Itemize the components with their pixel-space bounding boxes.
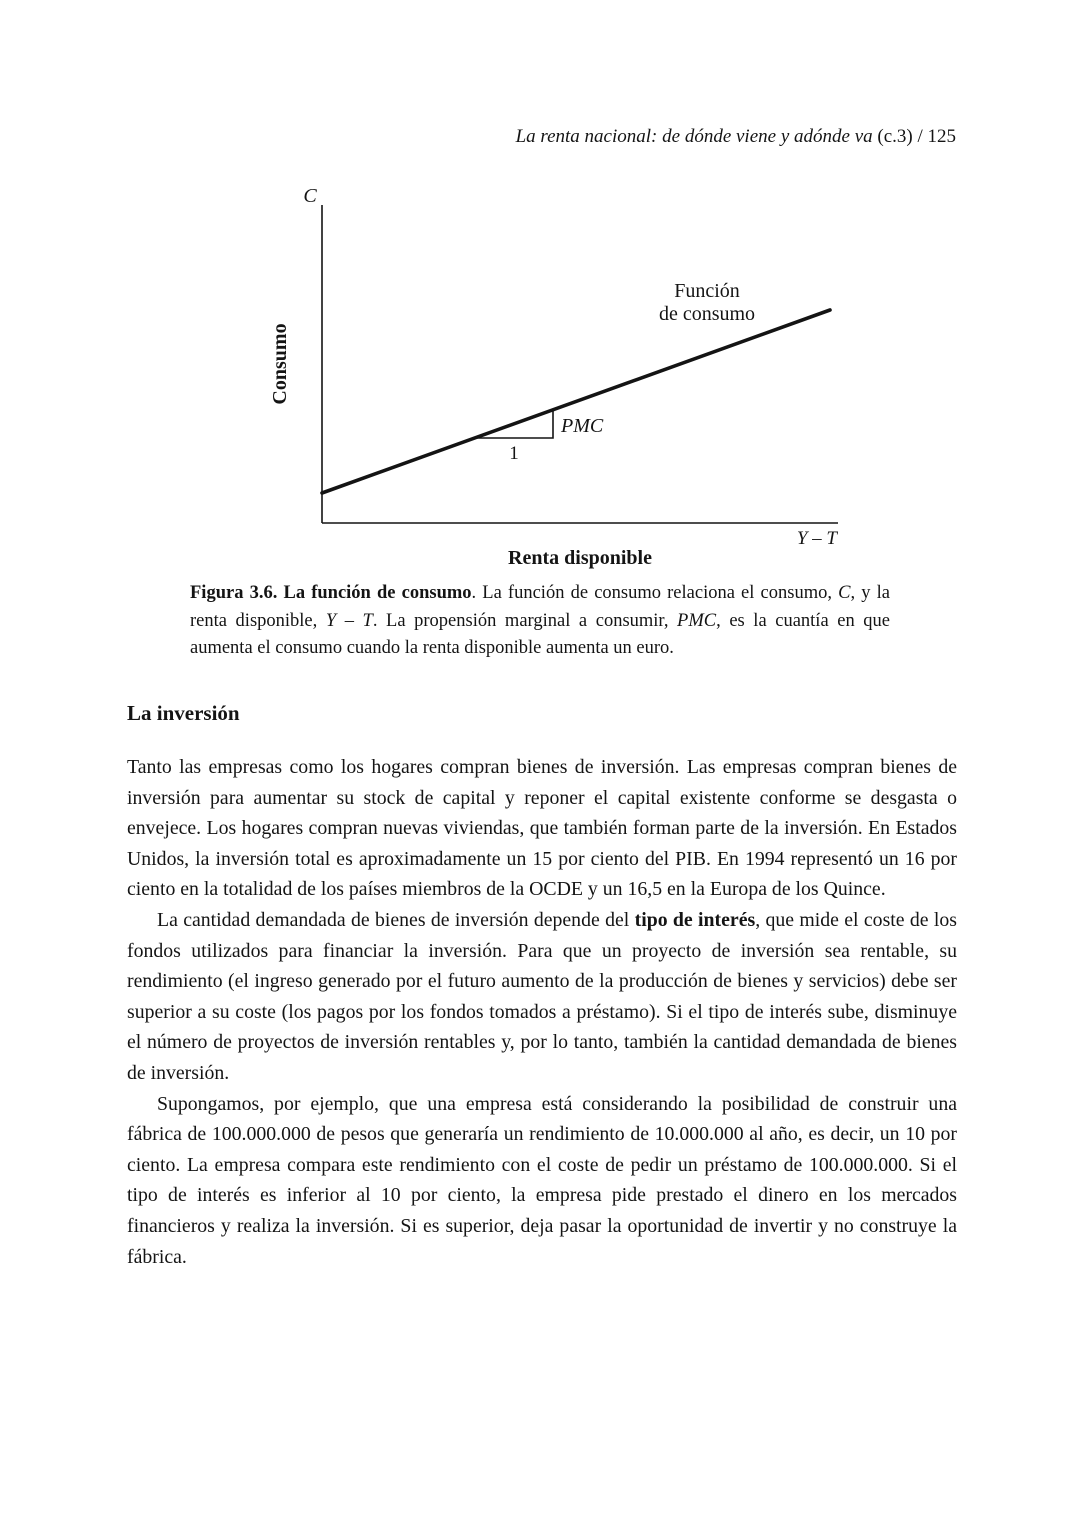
paragraph	[127, 752, 957, 905]
x-axis-title: Renta disponible	[508, 547, 652, 569]
text-segment: , y la renta disponible,	[190, 583, 890, 631]
text-segment: Supongamos, por ejemplo, que una empresa está considerando la posibilidad de construir una fábrica de 100.000.000 de pesos que generaría un rendimiento de 10.000.000 al año, es decir, un 10 por ciento. La empresa compara este rendimiento con el coste de pedir un préstamo de 100.000.000. Si el tipo de interés es inferior al 10 por ciento, la empresa pide prestado el dinero en los mercados financieros y realiza la inversión. Si es superior, deja pasar la oportunidad de invertir y no construye la fábrica.	[127, 1092, 957, 1268]
slope-run-label: 1	[509, 443, 519, 464]
text-segment: Figura 3.6. La función de consumo	[190, 583, 472, 603]
text-segment: Y – T	[325, 610, 373, 631]
text-segment: PMC	[677, 610, 717, 631]
y-axis-title: Consumo	[269, 323, 291, 405]
text-segment: (c.3) / 125	[877, 126, 956, 147]
paragraph	[127, 1089, 957, 1273]
body-text	[127, 752, 957, 1272]
text-segment: Tanto las empresas como los hogares compran bienes de inversión. Las empresas compran bienes de inversión para aumentar su stock de capital y reponer el capital existente conforme se desgasta o envejece. Los hogares compran nuevas viviendas, que también forman parte de la inversión. En Estados Unidos, la inversión total es aproximadamente un 15 por ciento del PIB. En 1994 representó un 16 por ciento en la totalidad de los países miembros de la OCDE y un 16,5 en la Europa de los Quince.	[127, 756, 957, 901]
x-axis-letter: Y – T	[796, 528, 837, 549]
text-segment: , que mide el coste de los fondos utilizados para financiar la inversión. Para que un proyecto de inversión sea rentable, su rendimiento (el ingreso generado por el futuro aumento de la producción de bienes y servicios) debe ser superior a su coste (los pagos por los fondos tomados a préstamo). Si el tipo de interés sube, disminuye el número de proyectos de inversión rentables y, por lo tanto, también la cantidad demandada de bienes de inversión.	[127, 908, 957, 1084]
consumption-line	[322, 310, 830, 493]
text-segment: , es la cuantía en que aumenta el consumo cuando la renta disponible aumenta un euro.	[190, 610, 890, 658]
text-segment: . La propensión marginal a consumir,	[372, 610, 678, 631]
text-segment: C	[838, 583, 851, 603]
paragraph	[127, 905, 957, 1089]
slope-label: PMC	[561, 415, 604, 437]
curve-label-line1: Función	[674, 280, 740, 302]
text-segment: . La función de consumo relaciona el consumo,	[471, 583, 839, 603]
consumption-function-figure	[0, 180, 1080, 580]
section-heading: La inversión	[127, 701, 240, 725]
y-axis-letter: C	[303, 185, 317, 207]
text-segment: tipo de interés	[634, 908, 756, 931]
figure-caption	[190, 580, 890, 663]
text-segment: La renta nacional: de dónde viene y adónde va	[515, 126, 878, 147]
curve-label-line2: de consumo	[658, 303, 756, 325]
running-header	[516, 126, 956, 148]
text-segment: La cantidad demandada de bienes de inversión depende del	[157, 908, 635, 931]
